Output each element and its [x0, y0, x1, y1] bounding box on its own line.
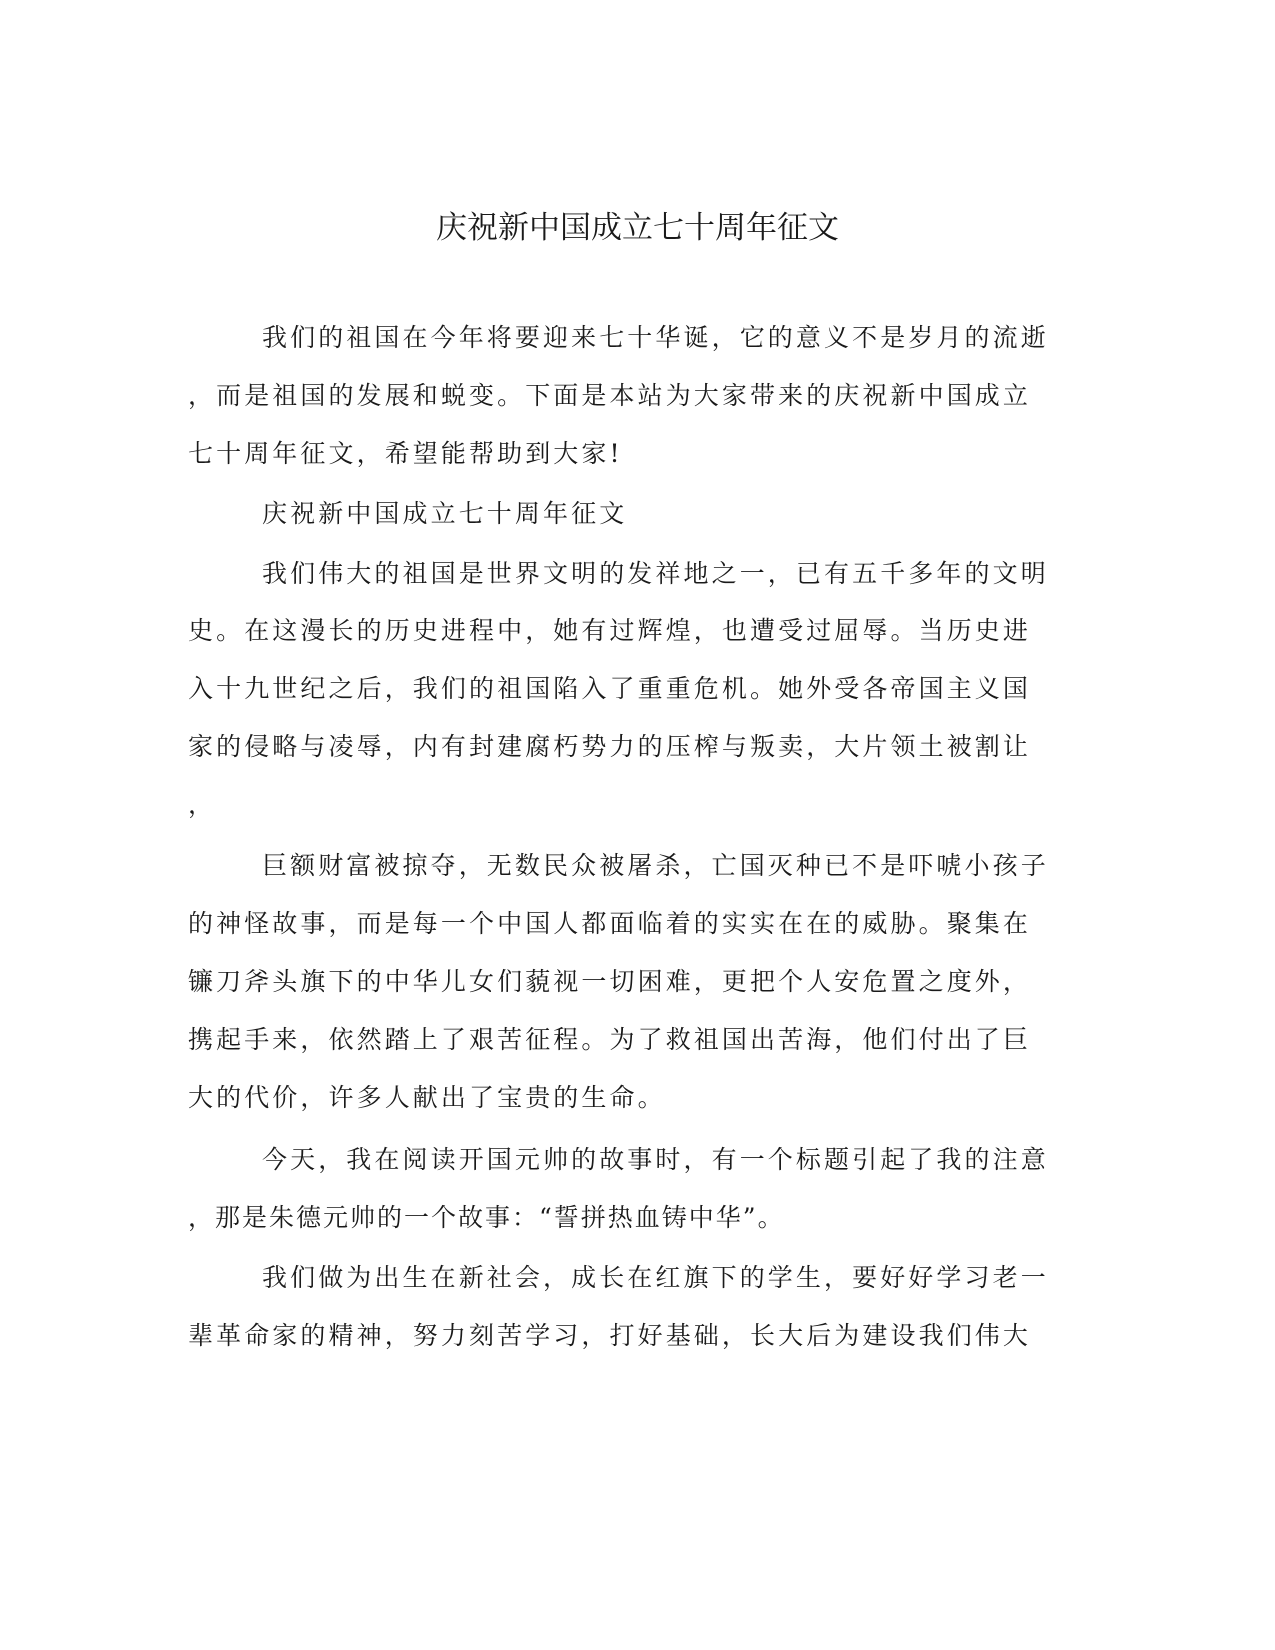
paragraph-line: 我们做为出生在新社会，成长在红旗下的学生，要好好学习老一 [262, 1263, 1049, 1292]
paragraph-line: 携起手来，依然踏上了艰苦征程。为了救祖国出苦海，他们付出了巨 [188, 1025, 1032, 1054]
paragraph-line: 的神怪故事，而是每一个中国人都面临着的实实在在的威胁。聚集在 [188, 909, 1032, 938]
paragraph-line: 家的侵略与凌辱，内有封建腐朽势力的压榨与叛卖，大片领土被割让 [188, 732, 1032, 761]
paragraph-line: 我们的祖国在今年将要迎来七十华诞，它的意义不是岁月的流逝 [262, 323, 1049, 352]
paragraph-line: 巨额财富被掠夺，无数民众被屠杀，亡国灭种已不是吓唬小孩子 [262, 851, 1049, 880]
paragraph-line: ，那是朱德元帅的一个故事：“誓拼热血铸中华”。 [188, 1203, 785, 1232]
paragraph-line: 今天，我在阅读开国元帅的故事时，有一个标题引起了我的注意 [262, 1145, 1049, 1174]
paragraph-line: 入十九世纪之后，我们的祖国陷入了重重危机。她外受各帝国主义国 [188, 674, 1032, 703]
paragraph-line: 七十周年征文，希望能帮助到大家! [188, 439, 623, 468]
document-title: 庆祝新中国成立七十周年征文 [436, 210, 839, 246]
paragraph-line: 史。在这漫长的历史进程中，她有过辉煌，也遭受过屈辱。当历史进 [188, 616, 1032, 645]
paragraph-line: ， [188, 790, 217, 819]
paragraph-line: ，而是祖国的发展和蜕变。下面是本站为大家带来的庆祝新中国成立 [188, 381, 1032, 410]
paragraph-line: 辈革命家的精神，努力刻苦学习，打好基础，长大后为建设我们伟大 [188, 1321, 1032, 1350]
section-heading: 庆祝新中国成立七十周年征文 [262, 499, 628, 528]
paragraph-line: 我们伟大的祖国是世界文明的发祥地之一，已有五千多年的文明 [262, 559, 1049, 588]
paragraph-line: 大的代价，许多人献出了宝贵的生命。 [188, 1083, 666, 1112]
paragraph-line: 镰刀斧头旗下的中华儿女们藐视一切困难，更把个人安危置之度外， [188, 967, 1032, 996]
